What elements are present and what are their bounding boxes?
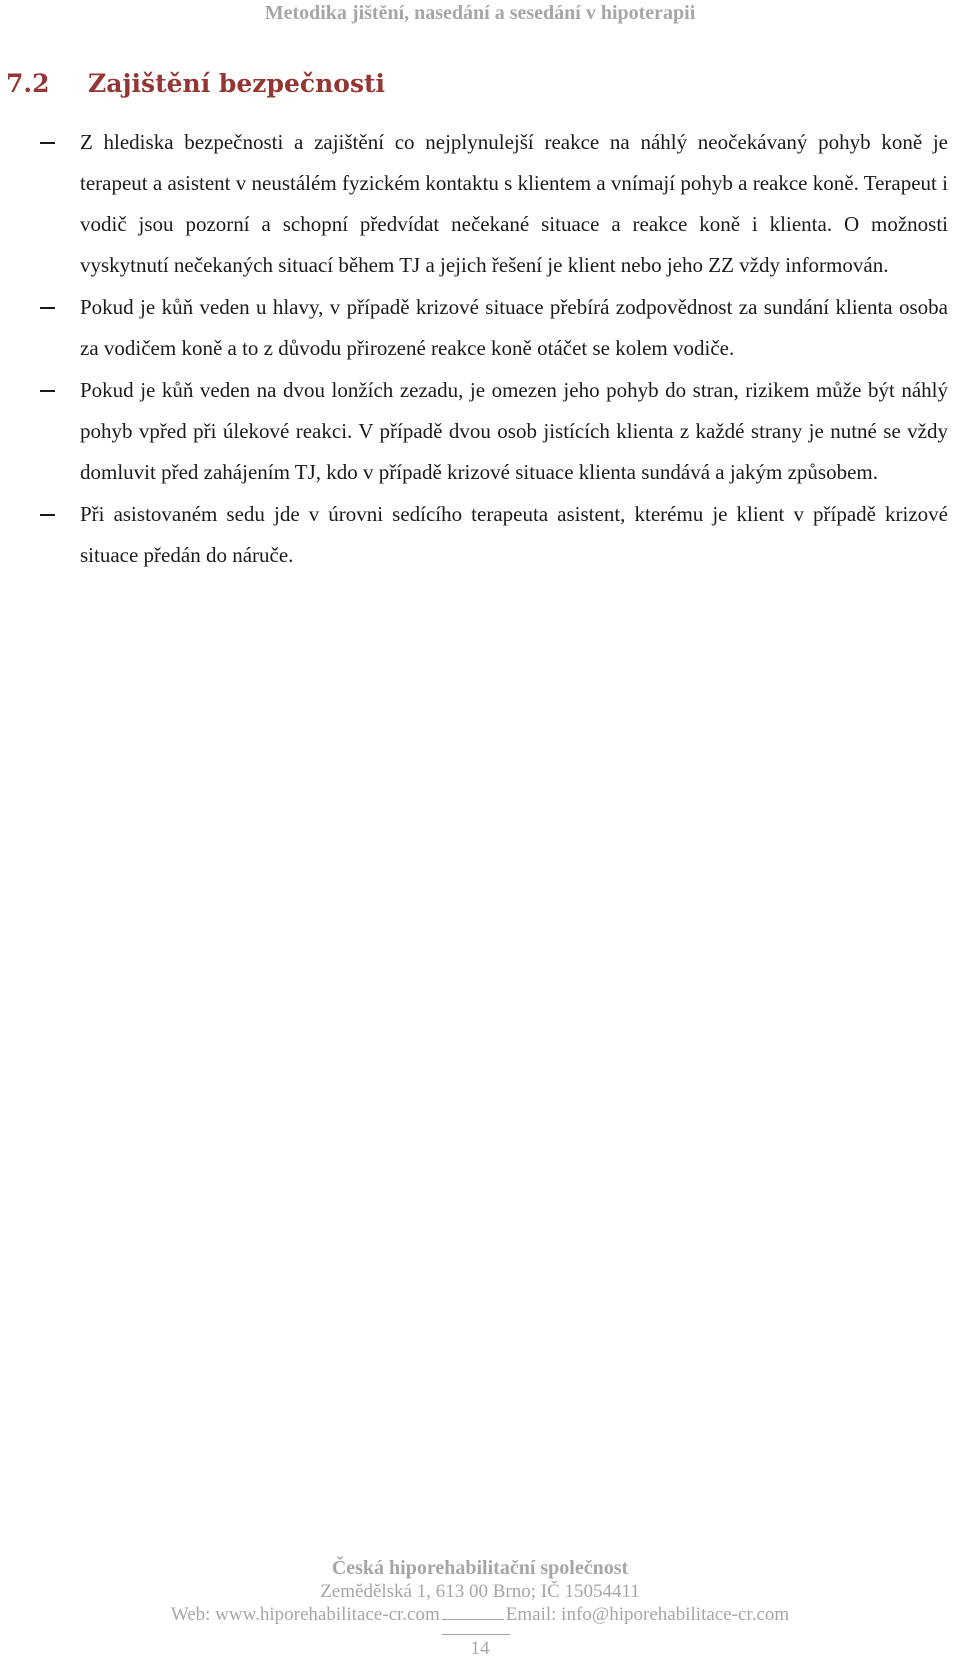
dash-bullet-icon bbox=[40, 390, 55, 392]
section-heading bbox=[6, 66, 385, 102]
footer-separator bbox=[442, 1619, 504, 1620]
running-header: Metodika jištění, nasedání a sesedání v hipoterapii bbox=[264, 2, 696, 24]
dash-bullet-icon bbox=[40, 307, 55, 309]
bullet-item-safety-contact bbox=[0, 122, 960, 286]
bullet-item-long-lines bbox=[0, 370, 960, 493]
section-title: Zajištění bezpečnosti bbox=[88, 69, 386, 98]
footer-address: Zemědělská 1, 613 00 Brno; IČ 15054411 bbox=[320, 1581, 640, 1602]
footer-email-link[interactable]: Email: info@hiporehabilitace-cr.com bbox=[505, 1604, 790, 1625]
bullet-text: Z hlediska bezpečnosti a zajištění co nejplynulejší reakce na náhlý neočekávaný pohyb koně je terapeut a asistent v neustálém fyzickém kontaktu s klientem a vnímají pohyb a reakce koně. Terapeut i vodič jsou pozorní a schopní předvídat nečekané situace a reakce koně i klienta. O možnosti vyskytnutí nečekaných situací během TJ a jejich řešení je klient nebo jeho ZZ vždy informován. bbox=[80, 130, 948, 277]
dash-bullet-icon bbox=[40, 142, 55, 144]
footer-web-link[interactable]: Web: www.hiporehabilitace-cr.com bbox=[170, 1604, 440, 1625]
section-number: 7.2 bbox=[6, 69, 50, 98]
bullet-text: Pokud je kůň veden u hlavy, v případě krizové situace přebírá zodpovědnost za sundání klienta osoba za vodičem koně a to z důvodu přirozené reakce koně otáčet se kolem vodiče. bbox=[80, 295, 948, 360]
bullet-item-assisted-seat bbox=[0, 494, 960, 576]
bullet-item-led-by-head bbox=[0, 287, 960, 369]
page-number: 14 bbox=[470, 1638, 490, 1659]
dash-bullet-icon bbox=[40, 514, 55, 516]
bullet-list bbox=[0, 122, 960, 577]
page-number-rule bbox=[442, 1634, 510, 1635]
bullet-text: Pokud je kůň veden na dvou lonžích zezadu, je omezen jeho pohyb do stran, rizikem může být náhlý pohyb vpřed při úlekové reakci. V případě dvou osob jistících klienta z každé strany je nutné se vždy domluvit před zahájením TJ, kdo v případě krizové situace klienta sundává a jakým způsobem. bbox=[80, 378, 948, 484]
footer-contact bbox=[0, 1603, 960, 1627]
bullet-text: Při asistovaném sedu jde v úrovni sedícího terapeuta asistent, kterému je klient v případě krizové situace předán do náruče. bbox=[80, 502, 948, 567]
footer-organization: Česká hiporehabilitační společnost bbox=[331, 1557, 629, 1579]
